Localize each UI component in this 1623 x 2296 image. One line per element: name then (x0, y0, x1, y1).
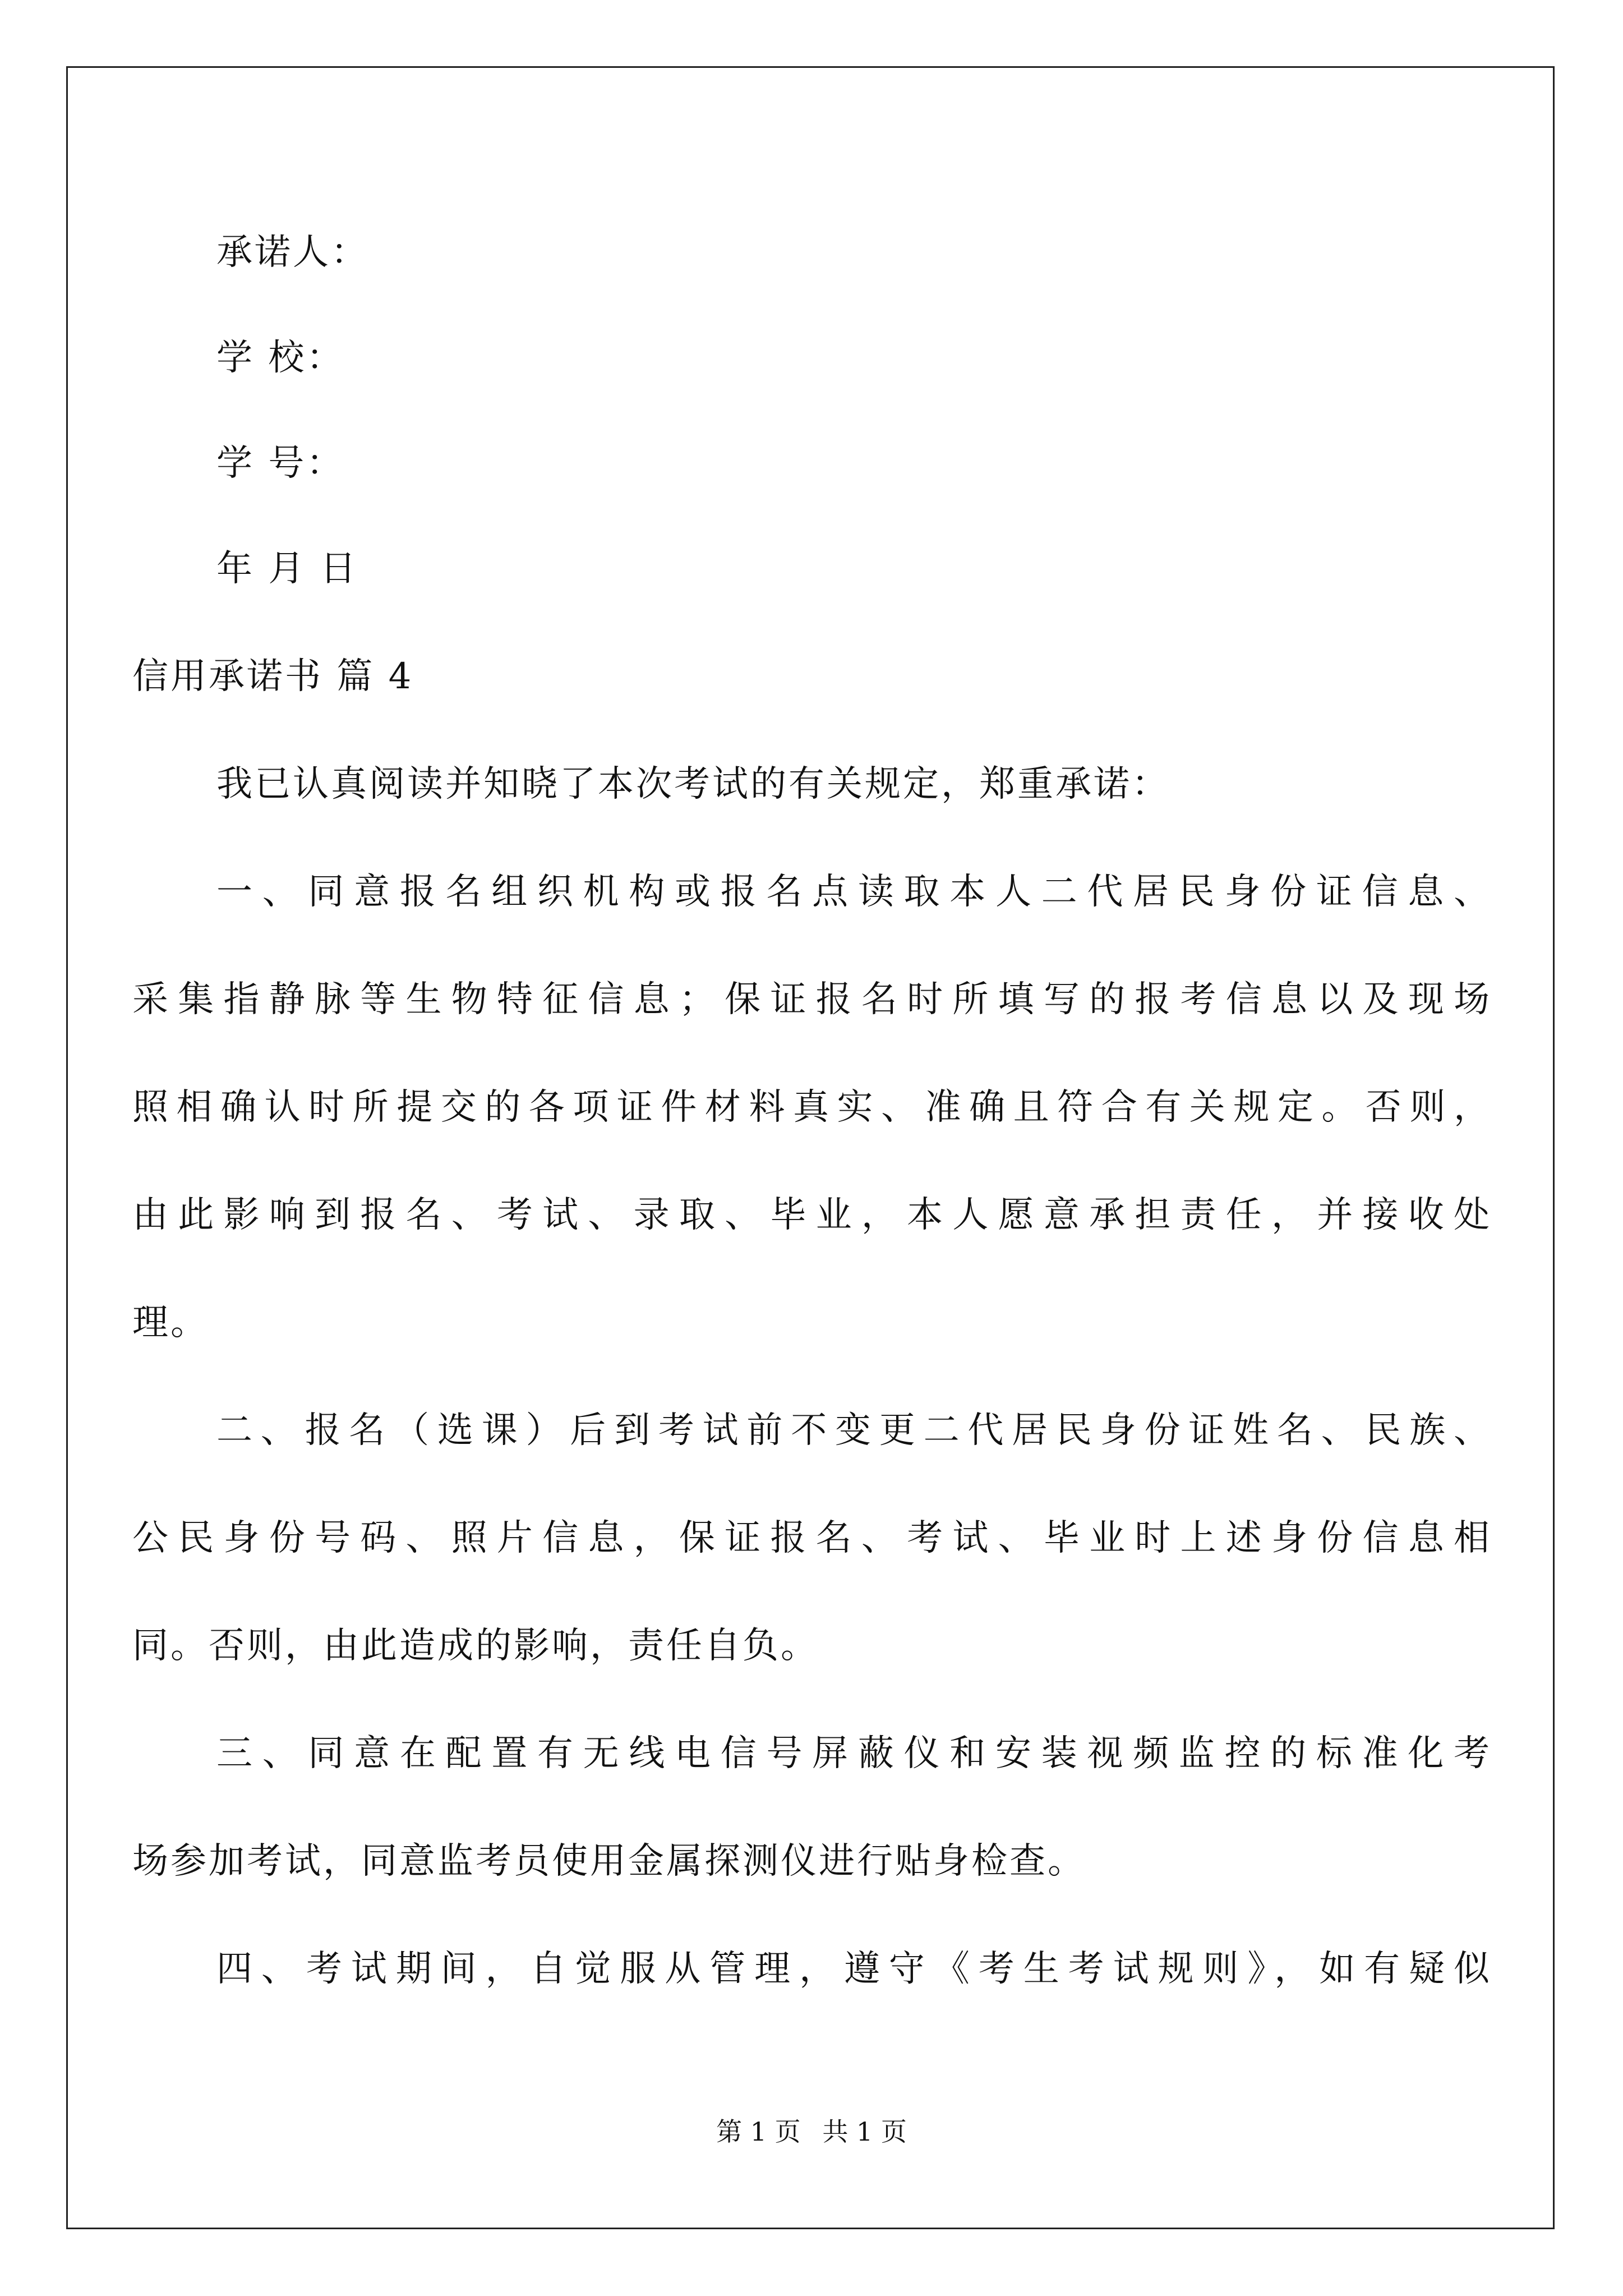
paragraph-1-line-2: 采集指静脉等生物特征信息；保证报名时所填写的报考信息以及现场 (132, 979, 1492, 1020)
paragraph-1-line-3: 照相确认时所提交的各项证件材料真实、准确且符合有关规定。否则， (132, 1087, 1492, 1128)
paragraph-1-line-4: 由此影响到报名、考试、录取、毕业，本人愿意承担责任，并接收处 (132, 1194, 1492, 1236)
paragraph-1-line-1: 一、同意报名组织机构或报名点读取本人二代居民身份证信息、 (216, 871, 1492, 913)
page-number-current: 第 1 页 (716, 2116, 801, 2147)
paragraph-2-line-1: 二、报名（选课）后到考试前不变更二代居民身份证姓名、民族、 (216, 1410, 1492, 1451)
page-footer (0, 2115, 1623, 2148)
paragraph-4-line-1: 四、考试期间，自觉服从管理，遵守《考生考试规则》，如有疑似 (216, 1948, 1492, 1990)
intro-paragraph: 我已认真阅读并知晓了本次考试的有关规定，郑重承诺： (216, 763, 1170, 805)
page-frame (66, 66, 1555, 2229)
page-number-total: 共 1 页 (822, 2116, 907, 2147)
date-field: 年 月 日 (216, 548, 358, 590)
student-id-field: 学 号： (216, 443, 345, 484)
paragraph-2-line-2: 公民身份号码、照片信息，保证报名、考试、毕业时上述身份信息相 (132, 1517, 1492, 1559)
school-field: 学 校： (216, 337, 345, 379)
promisor-field: 承诺人： (216, 232, 369, 273)
paragraph-1-line-5: 理。 (132, 1302, 209, 1343)
paragraph-3-line-2: 场参加考试，同意监考员使用金属探测仪进行贴身检查。 (132, 1841, 1086, 1882)
paragraph-3-line-1: 三、同意在配置有无线电信号屏蔽仪和安装视频监控的标准化考 (216, 1733, 1492, 1774)
paragraph-2-line-3: 同。否则，由此造成的影响，责任自负。 (132, 1625, 819, 1667)
section-title: 信用承诺书 篇 4 (132, 656, 414, 697)
